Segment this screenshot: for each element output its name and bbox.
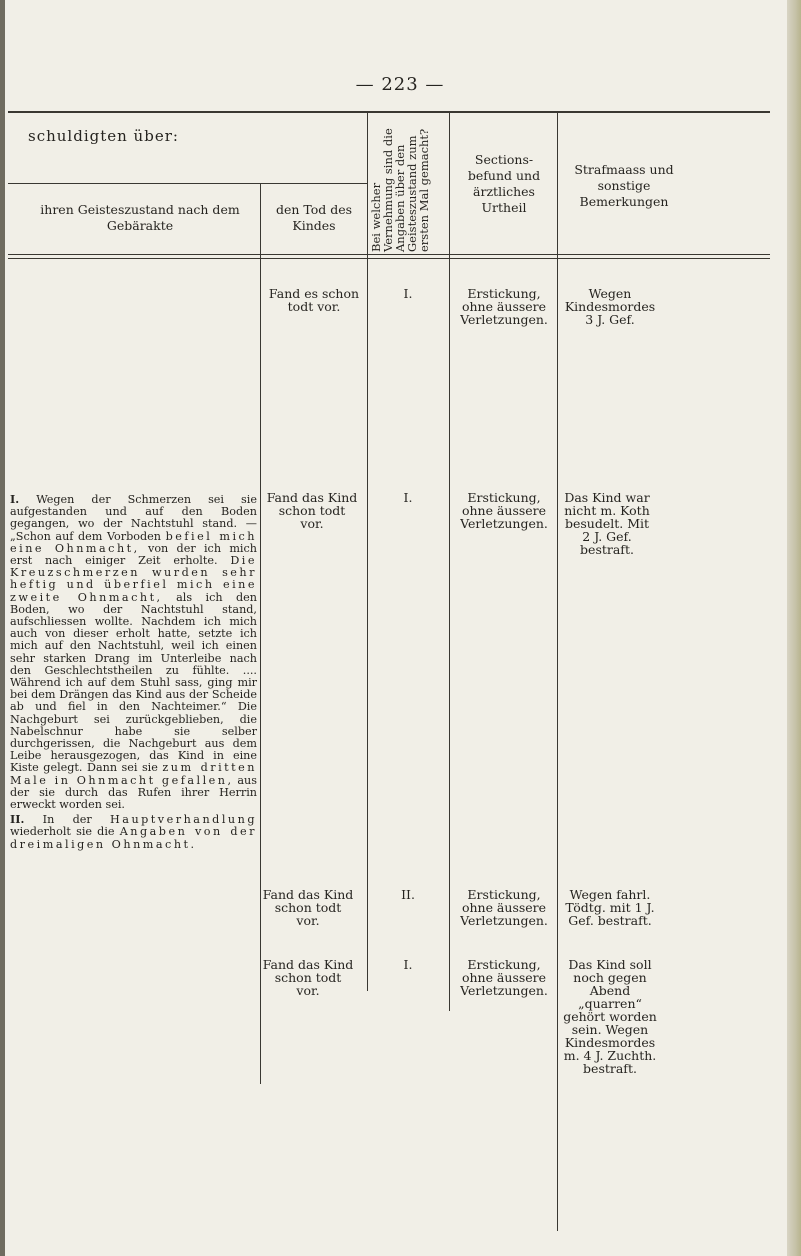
row1-occasion: I. (403, 286, 413, 301)
row3-sections: Erstickung, ohne äussere Verletzungen. (460, 887, 548, 928)
header-col-state: ihren Geisteszustand nach dem Gebärakte (40, 202, 240, 233)
row3-death: Fand das Kind schon todt vor. (262, 887, 354, 928)
row2-narrative-2-label: II. (10, 812, 25, 827)
row2-narrative-1: Wegen der Schmerzen sei sie aufgestanden und auf den Boden gegangen, wo der Nachtstuhl stand. — „Schon auf dem Vorboden (10, 493, 257, 543)
header-top-rule (8, 111, 770, 113)
row2-narrative-1b: von der ich mich erst nach einiger Zeit erholte. (10, 541, 257, 568)
row2-narrative-1d: aus der sie durch das Rufen ihrer Herrin erweckt worden sei. (10, 773, 257, 812)
header-col-penalty: Strafmaass und sonstige Bemerkungen (574, 162, 674, 209)
col-rule-2 (367, 111, 368, 991)
header-bottom-rule-2 (8, 258, 770, 259)
row2-sections: Erstickung, ohne äussere Verletzungen. (460, 490, 548, 531)
header-group-title: schuldigten über: (28, 127, 179, 145)
row2-narrative (10, 493, 257, 851)
page-edge-right (787, 0, 801, 1256)
row4-death: Fand das Kind schon todt vor. (262, 957, 354, 998)
header-col-death: den Tod des Kindes (275, 202, 353, 233)
row2-death: Fand das Kind schon todt vor. (266, 490, 358, 531)
row2-narrative-1-spaced: befiel mich eine Ohnmacht, (10, 529, 258, 555)
header-col-occasion: Bei welcher Vernehmung sind die Angaben über den Geisteszustand zum ersten Mal gemacht? (369, 128, 431, 252)
header-col-sections: Sections-befund und ärztliches Urtheil (467, 152, 541, 215)
header-mid-rule (8, 183, 368, 184)
header-bottom-rule (8, 254, 770, 255)
row2-narrative-2b: wiederholt sie die (10, 825, 115, 839)
page-number: — 223 — (355, 74, 445, 95)
row4-occasion: I. (403, 957, 413, 972)
row2-narrative-1c: als ich den Boden, wo der Nachtstuhl stand, aufschliessen wollte. Nachdem ich mich auch von dieser erholt hatte, setzte ich mich auf den Nachtstuhl, weil ich einen sehr starken Drang im Unterleibe nach den Geschlechtstheilen zu fühlte. .... Während ich auf dem Stuhl sass, ging mir bei dem Drängen das Kind aus der Scheide ab und fiel in den Nachteimer.“ Die Nachgeburt sei zurückgeblieben, die Nabelschnur habe sie selber durchgerissen, die Nachgeburt aus dem Leibe herausgezogen, das Kind in eine Kiste gelegt. Dann sei sie (10, 590, 257, 775)
col-rule-3 (449, 111, 450, 1011)
row4-sections: Erstickung, ohne äussere Verletzungen. (460, 957, 548, 998)
col-rule-1 (260, 184, 261, 1084)
row2-occasion: I. (403, 490, 413, 505)
row3-occasion: II. (401, 887, 415, 902)
page-edge-left (0, 0, 5, 1256)
row2-narrative-1-spaced3: zum dritten Male in Ohnmacht gefallen, (10, 761, 257, 787)
row2-penalty: Das Kind war nicht m. Koth besudelt. Mit 2 J. Gef. bestraft. (564, 490, 650, 557)
row2-narrative-2-spaced2: Angaben von der dreimaligen Ohnmacht. (10, 825, 257, 851)
row3-penalty: Wegen fahrl. Tödtg. mit 1 J. Gef. bestraft. (565, 887, 655, 928)
row2-narrative-2-spaced: Hauptverhandlung (110, 813, 257, 827)
row2-narrative-2: In der (42, 813, 92, 827)
row2-narrative-1-label: I. (10, 492, 20, 506)
col-rule-4 (557, 111, 558, 1231)
row2-narrative-1-spaced2: Die Kreuzschmerzen wurden sehr heftig und überfiel mich eine zweite Ohnmacht, (10, 554, 257, 604)
row1-death: Fand es schon todt vor. (268, 286, 360, 314)
row4-penalty: Das Kind soll noch gegen Abend „quarren“ gehört worden sein. Wegen Kindesmordes m. 4 J. Zuchth. bestraft. (563, 957, 657, 1076)
row1-penalty: Wegen Kindesmordes 3 J. Gef. (564, 286, 656, 327)
row1-sections: Erstickung, ohne äussere Verletzungen. (460, 286, 548, 327)
